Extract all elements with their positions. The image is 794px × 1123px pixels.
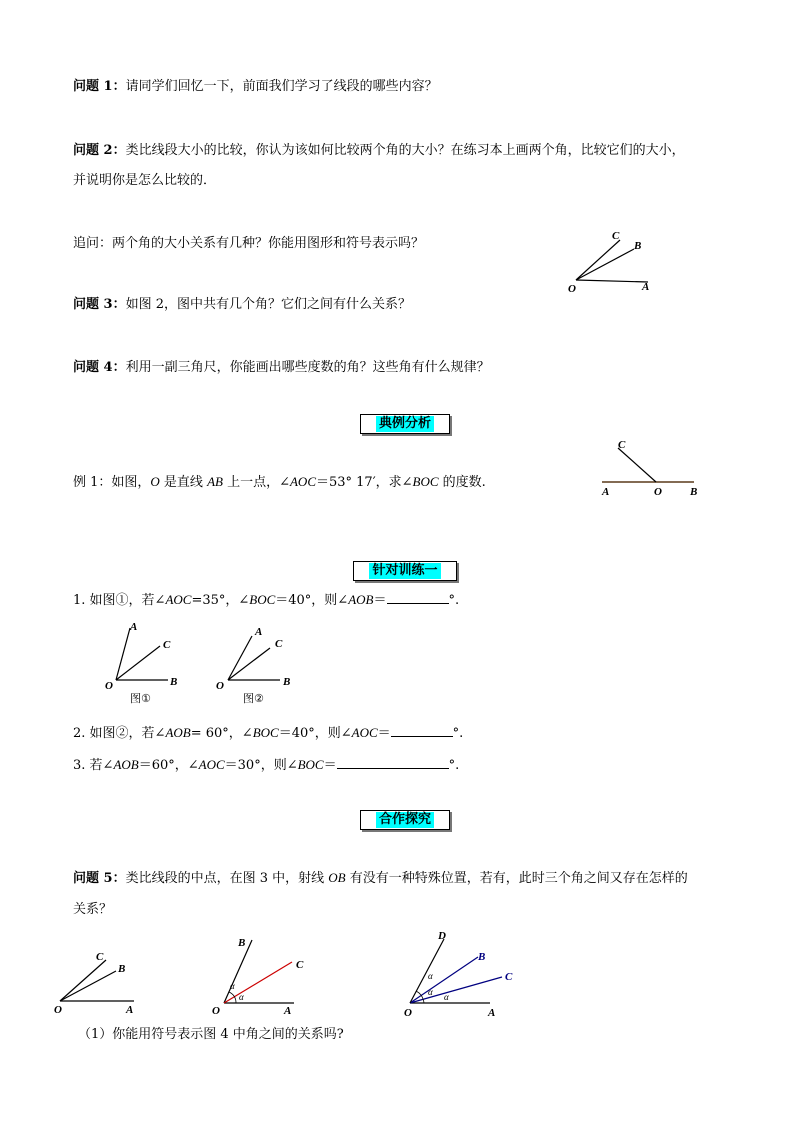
exercise-1 — [73, 590, 459, 610]
label-o: O — [404, 1007, 412, 1019]
example-1-point-o: O — [150, 474, 160, 489]
example-1-angle-aoc: AOC — [289, 474, 316, 489]
ray-oa — [116, 628, 130, 680]
label-o: O — [654, 486, 662, 498]
question-4-text: 利用一副三角尺，你能画出哪些度数的角？这些角有什么规律？ — [125, 360, 490, 375]
example-1-mid-1: 是直线 — [159, 475, 208, 490]
exercise-1-answer-blank[interactable] — [387, 590, 449, 604]
sub-question-1-text: （1）你能用符号表示图 4 中角之间的关系吗? — [78, 1027, 344, 1042]
question-5-text-2: 关系？ — [73, 902, 113, 917]
label-b: B — [478, 951, 486, 963]
question-5-text-1b: 有没有一种特殊位置，若有，此时三个角之间又存在怎样的 — [345, 871, 688, 886]
figure-bisector — [208, 930, 318, 1015]
alpha-lower: α — [239, 992, 244, 1002]
exercise-2-prefix: 2. 如图②，若∠ — [73, 726, 166, 741]
example-1-suffix: 的度数. — [438, 475, 486, 490]
ray-oa — [576, 280, 648, 282]
label-o: O — [212, 1005, 220, 1017]
question-2-text-2: 并说明你是怎么比较的． — [73, 173, 217, 188]
exercise-1-angle-aob: AOB — [348, 592, 374, 607]
section-heading-training-text: 针对训练一 — [369, 563, 440, 579]
question-1-text: 请同学们回忆一下，前面我们学习了线段的哪些内容？ — [125, 79, 438, 94]
label-c: C — [275, 638, 283, 650]
label-c: C — [618, 439, 626, 451]
follow-up-text: 两个角的大小关系有几种？你能用图形和符号表示吗？ — [112, 236, 425, 251]
exercise-2-angle-aoc: AOC — [351, 725, 378, 740]
question-5-line-2 — [73, 901, 112, 919]
angle-arc-upper — [229, 992, 234, 996]
label-c: C — [505, 971, 513, 983]
exercise-2-angle-aob: AOB — [165, 725, 191, 740]
exercise-3-angle-aoc: AOC — [198, 757, 225, 772]
example-1-line-ab: AB — [207, 474, 223, 489]
figure-3 — [50, 945, 150, 1015]
exercise-3-answer-blank[interactable] — [337, 755, 449, 769]
label-a: A — [126, 1004, 134, 1016]
exercise-3-mid-2: ＝30°，则∠ — [224, 758, 298, 773]
example-1-mid-2: 上一点，∠ — [222, 475, 290, 490]
exercise-1-mid-3: ＝ — [373, 593, 387, 608]
figure-straight-line-ab — [598, 435, 708, 500]
section-heading-cooperation-text: 合作探究 — [376, 812, 434, 828]
exercise-2-mid-2: ＝40°，则∠ — [278, 726, 352, 741]
label-a: A — [255, 626, 263, 638]
alpha-1: α — [444, 992, 449, 1002]
ray-oc — [116, 646, 160, 680]
question-1-label: 问题 1： — [73, 79, 126, 94]
label-c: C — [96, 951, 104, 963]
label-a: A — [602, 486, 610, 498]
question-5-ray-ob: OB — [328, 870, 346, 885]
exercise-3 — [73, 755, 459, 775]
question-2-line-1 — [73, 142, 685, 160]
label-a: A — [284, 1005, 292, 1017]
label-c: C — [296, 959, 304, 971]
figure-1 — [100, 618, 200, 708]
label-b: B — [238, 937, 246, 949]
exercise-1-angle-boc: BOC — [249, 592, 276, 607]
section-heading-cooperation — [360, 810, 450, 830]
question-2-text-1: 类比线段大小的比较，你认为该如何比较两个角的大小？在练习本上画两个角，比较它们的大小， — [125, 143, 685, 158]
exercise-1-prefix: 1. 如图①，若∠ — [73, 593, 166, 608]
example-1-mid-3: ＝53° 17′，求∠ — [315, 475, 413, 490]
alpha-2: α — [428, 987, 433, 997]
exercise-3-prefix: 3. 若∠ — [73, 758, 114, 773]
exercise-2-suffix: °. — [452, 726, 464, 741]
example-1 — [73, 473, 486, 492]
figure-1-caption: 图① — [130, 692, 151, 705]
question-5-line-1 — [73, 869, 688, 888]
exercise-1-mid-1: =35°，∠ — [191, 593, 250, 608]
ray-ob — [224, 940, 252, 1003]
label-b: B — [690, 486, 698, 498]
label-d: D — [438, 930, 446, 942]
section-heading-training — [353, 561, 457, 581]
label-a: A — [130, 621, 138, 633]
ray-oc — [228, 648, 270, 680]
ray-oc — [618, 448, 656, 482]
alpha-upper: α — [230, 981, 235, 991]
exercise-3-mid-3: ＝ — [323, 758, 337, 773]
figure-2 — [210, 618, 310, 708]
question-4 — [73, 359, 490, 377]
follow-up-question — [73, 235, 424, 253]
label-b: B — [118, 963, 126, 975]
question-3-label: 问题 3： — [73, 297, 126, 312]
follow-up-label: 追问： — [73, 236, 113, 251]
figure-angle-aob-c — [560, 225, 660, 300]
ray-oc — [410, 977, 502, 1003]
question-3 — [73, 296, 411, 314]
label-a: A — [642, 281, 650, 293]
figure-4 — [398, 925, 528, 1020]
section-heading-examples-text: 典例分析 — [376, 416, 434, 432]
exercise-3-suffix: °. — [448, 758, 460, 773]
label-a: A — [488, 1007, 496, 1019]
label-c: C — [163, 639, 171, 651]
question-1 — [73, 78, 438, 96]
angle-arc-3 — [416, 991, 421, 995]
label-o: O — [54, 1004, 62, 1016]
exercise-2-mid-1: = 60°，∠ — [190, 726, 253, 741]
alpha-3: α — [428, 971, 433, 981]
label-b: B — [634, 240, 642, 252]
label-b: B — [283, 676, 291, 688]
question-2-line-2 — [73, 172, 216, 190]
exercise-1-mid-2: ＝40°，则∠ — [275, 593, 349, 608]
exercise-2-answer-blank[interactable] — [391, 723, 453, 737]
question-3-text: 如图 2，图中共有几个角？它们之间有什么关系？ — [125, 297, 411, 312]
exercise-2-angle-boc: BOC — [252, 725, 279, 740]
label-b: B — [170, 676, 178, 688]
question-2-label: 问题 2： — [73, 143, 126, 158]
ray-oa — [228, 636, 252, 680]
question-4-label: 问题 4： — [73, 360, 126, 375]
exercise-3-angle-aob: AOB — [113, 757, 139, 772]
label-o: O — [216, 680, 224, 692]
figure-2-caption: 图② — [243, 692, 264, 705]
section-heading-examples — [360, 414, 450, 434]
exercise-3-angle-boc: BOC — [297, 757, 324, 772]
label-c: C — [612, 230, 620, 242]
example-1-prefix: 例 1：如图， — [73, 475, 151, 490]
sub-question-1 — [78, 1026, 344, 1044]
exercise-3-mid-1: ＝60°，∠ — [138, 758, 199, 773]
exercise-1-angle-aoc: AOC — [165, 592, 192, 607]
question-5-label: 问题 5： — [73, 871, 126, 886]
exercise-2 — [73, 723, 463, 743]
label-o: O — [105, 680, 113, 692]
angle-arc-lower — [234, 996, 236, 1003]
question-5-text-1a: 类比线段的中点，在图 3 中，射线 — [125, 871, 329, 886]
example-1-angle-boc: BOC — [412, 474, 439, 489]
exercise-1-suffix: °. — [448, 593, 460, 608]
exercise-2-mid-3: ＝ — [377, 726, 391, 741]
label-o: O — [568, 283, 576, 295]
ray-od — [410, 939, 444, 1003]
